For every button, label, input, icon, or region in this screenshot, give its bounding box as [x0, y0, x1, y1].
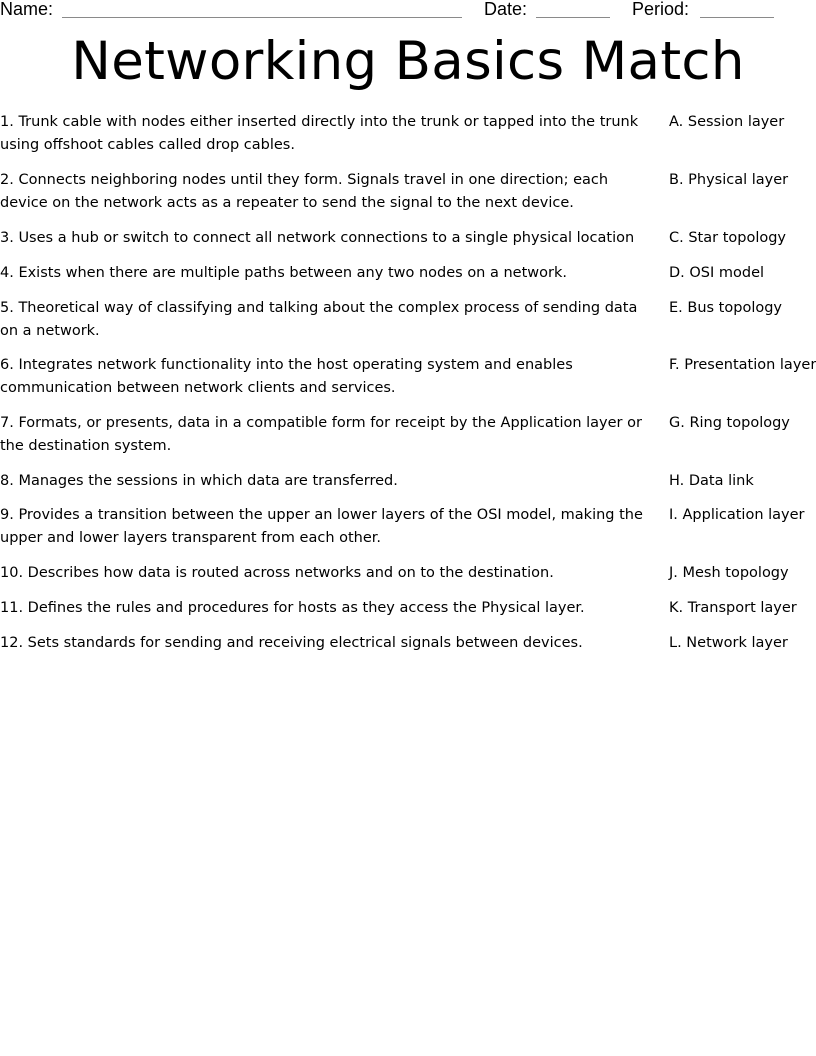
- question-line: 4. Exists when there are multiple paths between any two nodes on a network.: [0, 265, 567, 281]
- answer-option: C. Star topology: [669, 230, 787, 246]
- date-label: Date:: [484, 0, 528, 19]
- question-line: on a network.: [0, 322, 100, 339]
- page-title: Networking Basics Match: [71, 31, 745, 92]
- question-line: communication between network clients and services.: [0, 379, 396, 396]
- answer-option: D. OSI model: [669, 265, 765, 281]
- question-item: [0, 227, 646, 250]
- name-label: Name:: [0, 0, 54, 19]
- question-item: [0, 169, 646, 214]
- question-item: [0, 412, 646, 457]
- question-line: 1. Trunk cable with nodes either inserted directly into the trunk or tapped into the trunk: [0, 114, 639, 130]
- question-line: 8. Manages the sessions in which data are transferred.: [0, 473, 398, 489]
- question-item: [0, 632, 646, 655]
- period-blank-line: [700, 17, 774, 18]
- answer-option: A. Session layer: [669, 114, 785, 130]
- period-label: Period:: [632, 0, 690, 19]
- question-item: [0, 297, 646, 342]
- question-item: [0, 504, 646, 549]
- answer-option: I. Application layer: [669, 507, 805, 523]
- answer-option: K. Transport layer: [669, 600, 797, 616]
- answer-option: E. Bus topology: [669, 300, 782, 316]
- question-item: [0, 562, 646, 585]
- question-line: 12. Sets standards for sending and receiving electrical signals between devices.: [0, 635, 583, 651]
- question-line: device on the network acts as a repeater to send the signal to the next device.: [0, 194, 574, 211]
- date-blank-line: [536, 17, 610, 18]
- question-item: [0, 470, 646, 493]
- answer-option: F. Presentation layer: [669, 357, 816, 373]
- answer-option: B. Physical layer: [669, 172, 789, 188]
- answer-option: L. Network layer: [669, 635, 788, 651]
- question-item: [0, 111, 646, 156]
- question-item: [0, 354, 646, 399]
- question-line: using offshoot cables called drop cables.: [0, 136, 295, 153]
- question-item: [0, 262, 646, 285]
- question-item: [0, 597, 646, 620]
- question-line: 5. Theoretical way of classifying and talking about the complex process of sending data: [0, 300, 638, 316]
- question-line: upper and lower layers transparent from each other.: [0, 529, 382, 546]
- question-line: 11. Defines the rules and procedures for hosts as they access the Physical layer.: [0, 600, 585, 616]
- question-line: 10. Describes how data is routed across networks and on to the destination.: [0, 565, 554, 581]
- question-line: 6. Integrates network functionality into the host operating system and enables: [0, 357, 573, 373]
- question-line: the destination system.: [0, 437, 172, 454]
- question-line: 2. Connects neighboring nodes until they form. Signals travel in one direction; each: [0, 172, 609, 188]
- answer-option: G. Ring topology: [669, 415, 790, 431]
- worksheet-header: [0, 0, 816, 24]
- name-blank-line: [62, 17, 462, 18]
- answer-option: H. Data link: [669, 473, 754, 489]
- question-line: 7. Formats, or presents, data in a compatible form for receipt by the Application layer or: [0, 415, 642, 431]
- answer-option: J. Mesh topology: [669, 565, 789, 581]
- question-line: 3. Uses a hub or switch to connect all network connections to a single physical location: [0, 230, 635, 246]
- question-line: 9. Provides a transition between the upper an lower layers of the OSI model, making the: [0, 507, 643, 523]
